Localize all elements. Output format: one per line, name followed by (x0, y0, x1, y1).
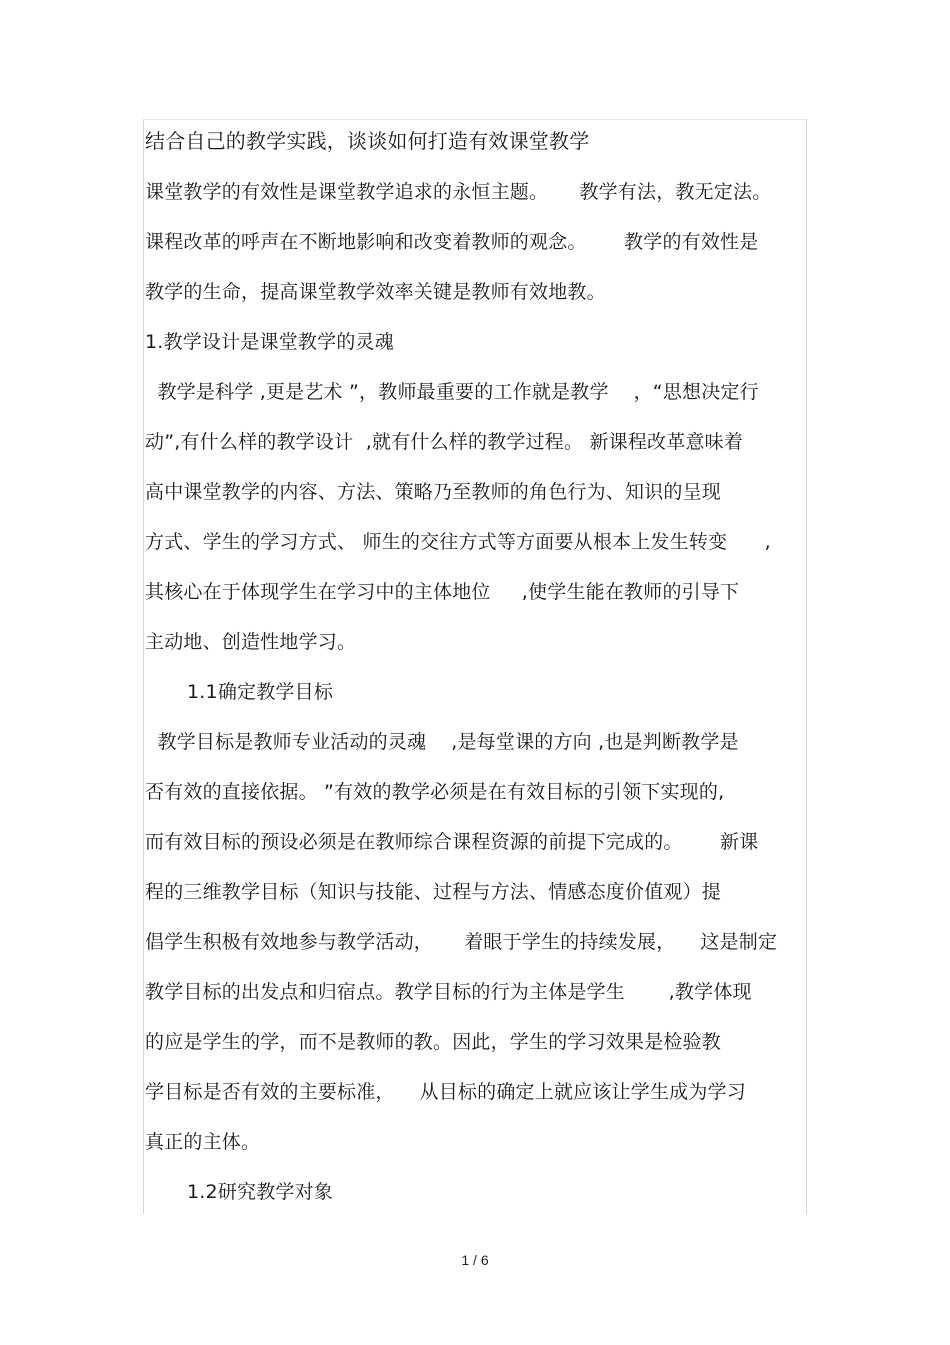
body-line: 教学目标的出发点和归宿点。教学目标的行为主体是学生 ,教学体现 (145, 981, 752, 1003)
body-line: 其核心在于体现学生在学习中的主体地位 ,使学生能在教师的引导下 (145, 581, 740, 603)
body-line: 否有效的直接依据。 ”有效的教学必须是在有效目标的引领下实现的, (145, 781, 725, 803)
page-number: 1 / 6 (461, 1252, 489, 1268)
body-line: 课程改革的呼声在不断地影响和改变着教师的观念。 教学的有效性是 (145, 231, 759, 253)
body-line: 教学的生命，提高课堂教学效率关键是教师有效地教。 (145, 281, 606, 303)
body-line: 学目标是否有效的主要标准， 从目标的确定上就应该让学生成为学习 (145, 1081, 746, 1103)
body-line: 倡学生积极有效地参与教学活动， 着眼于学生的持续发展， 这是制定 (145, 931, 778, 953)
subsection-heading: 1.2研究教学对象 (187, 1181, 334, 1203)
body-line: 教学是科学 ,更是艺术 ”，教师最重要的工作就是教学 ，“思想决定行 (145, 381, 759, 403)
section-heading: 1.教学设计是课堂教学的灵魂 (145, 331, 394, 353)
body-line: 课堂教学的有效性是课堂教学追求的永恒主题。 教学有法，教无定法。 (145, 181, 772, 203)
body-line: 教学目标是教师专业活动的灵魂 ,是每堂课的方向 ,也是判断教学是 (145, 731, 739, 753)
body-line: 方式、学生的学习方式、 师生的交往方式等方面要从根本上发生转变 , (145, 531, 771, 553)
document-title: 结合自己的教学实践，谈谈如何打造有效课堂教学 (145, 129, 590, 153)
body-line: 动”,有什么样的教学设计 ,就有什么样的教学过程。 新课程改革意味着 (145, 431, 744, 453)
body-line: 程的三维教学目标（知识与技能、过程与方法、情感态度价值观）提 (145, 881, 722, 903)
body-line: 而有效目标的预设必须是在教师综合课程资源的前提下完成的。 新课 (145, 831, 759, 853)
body-line: 主动地、创造性地学习。 (145, 631, 357, 653)
body-line: 高中课堂教学的内容、方法、策略乃至教师的角色行为、知识的呈现 (145, 481, 722, 503)
body-line: 的应是学生的学，而不是教师的教。因此，学生的学习效果是检验教 (145, 1031, 722, 1053)
body-line: 真正的主体。 (145, 1131, 261, 1153)
subsection-heading: 1.1确定教学目标 (187, 681, 334, 703)
